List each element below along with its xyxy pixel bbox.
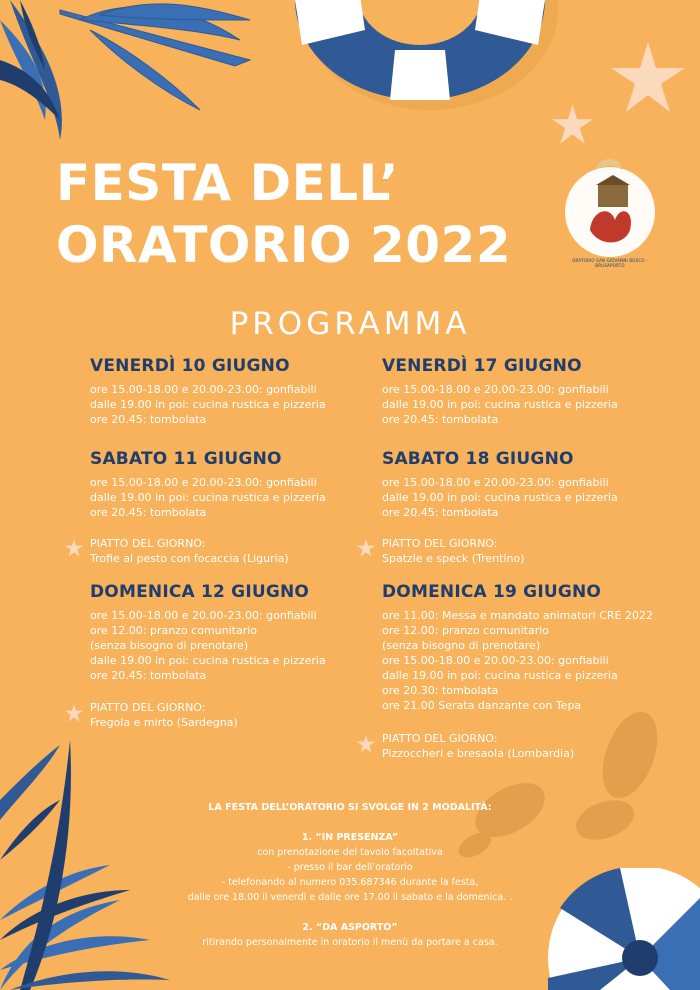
day-domenica-19 <box>382 582 653 713</box>
starfish-large-icon <box>608 40 688 115</box>
info-section <box>150 800 550 950</box>
page-title <box>56 152 511 276</box>
schedule-line: ore 15.00-18.00 e 20.00-23.00: gonfiabili <box>382 383 609 396</box>
piatto-label: PIATTO DEL GIORNO: <box>382 732 498 745</box>
day-title: SABATO 18 GIUGNO <box>382 449 574 469</box>
day-venerdi-17 <box>382 356 618 427</box>
piatto-dish: Pizzoccheri e bresaola (Lombardia) <box>382 747 575 760</box>
piatto-dish: Trofie al pesto con focaccia (Liguria) <box>90 552 289 565</box>
mode-1-title: 1. “IN PRESENZA” <box>301 832 399 843</box>
piatto-label: PIATTO DEL GIORNO: <box>90 537 206 550</box>
schedule-line: dalle 19.00 in poi: cucina rustica e pizzeria <box>382 398 618 411</box>
schedule-line: dalle 19.00 in poi: cucina rustica e pizzeria <box>90 398 326 411</box>
starfish-bullet-icon <box>356 538 376 558</box>
piatto-del-giorno-4 <box>382 731 574 761</box>
day-title: VENERDÌ 10 GIUGNO <box>90 356 290 376</box>
schedule-line: ore 15.00-18.00 e 20.00-23.00: gonfiabili <box>382 654 609 667</box>
schedule-line: ore 12.00: pranzo comunitario <box>90 624 258 637</box>
schedule-line: ore 15.00-18.00 e 20.00-23.00: gonfiabili <box>90 476 317 489</box>
mode-2-title: 2. “DA ASPORTO” <box>302 922 398 933</box>
oratorio-logo <box>560 150 660 270</box>
schedule-line: ore 15.00-18.00 e 20.00-23.00: gonfiabili <box>90 609 317 622</box>
palm-leaf-top-left-icon <box>0 0 260 150</box>
life-ring-icon <box>290 0 560 115</box>
schedule-line: ore 20.30: tombolata <box>382 684 499 697</box>
logo-text: ORATORIO SAN GIOVANNI BOSCO - BRUSAPORTO <box>572 258 648 268</box>
info-heading: LA FESTA DELL’ORATORIO SI SVOLGE IN 2 MODALITÀ: <box>208 802 492 813</box>
schedule-line: ore 12.00: pranzo comunitario <box>382 624 550 637</box>
schedule-line: (senza bisogno di prenotare) <box>382 639 541 652</box>
piatto-del-giorno-1 <box>90 536 289 566</box>
starfish-bullet-icon <box>64 703 84 723</box>
schedule-line: ore 20.45: tombolata <box>382 413 499 426</box>
piatto-del-giorno-3 <box>382 536 525 566</box>
starfish-small-icon <box>550 102 595 147</box>
programma-heading: PROGRAMMA <box>229 306 471 342</box>
schedule-line: ore 11.00: Messa e mandato animatori CRE 2022 <box>382 609 653 622</box>
schedule-line: ore 20.45: tombolata <box>90 669 207 682</box>
day-title: SABATO 11 GIUGNO <box>90 449 282 469</box>
logo-emblem-icon <box>560 150 660 270</box>
piatto-dish: Spatzle e speck (Trentino) <box>382 552 525 565</box>
title-line-2: ORATORIO 2022 <box>56 216 512 274</box>
title-line-1: FESTA DELL’ <box>56 154 400 212</box>
schedule-line: ore 20.45: tombolata <box>90 413 207 426</box>
schedule-line: dalle 19.00 in poi: cucina rustica e pizzeria <box>382 491 618 504</box>
day-sabato-18 <box>382 449 618 520</box>
mode-2-line: ritirando personalmente in oratorio il menù da portare a casa. <box>202 937 498 948</box>
schedule-line: (senza bisogno di prenotare) <box>90 639 249 652</box>
schedule-line: dalle 19.00 in poi: cucina rustica e pizzeria <box>382 669 618 682</box>
day-venerdi-10 <box>90 356 326 427</box>
day-title: DOMENICA 19 GIUGNO <box>382 582 602 602</box>
day-title: VENERDÌ 17 GIUGNO <box>382 356 582 376</box>
piatto-del-giorno-2 <box>90 700 238 730</box>
day-domenica-12 <box>90 582 326 683</box>
schedule-line: ore 15.00-18.00 e 20.00-23.00: gonfiabili <box>90 383 317 396</box>
mode-1-line: - presso il bar dell’oratorio <box>287 862 413 873</box>
schedule-line: dalle 19.00 in poi: cucina rustica e pizzeria <box>90 491 326 504</box>
starfish-bullet-icon <box>64 538 84 558</box>
piatto-dish: Fregola e mirto (Sardegna) <box>90 716 238 729</box>
schedule-line: ore 21.00 Serata danzante con Tepa <box>382 699 582 712</box>
day-title: DOMENICA 12 GIUGNO <box>90 582 310 602</box>
piatto-label: PIATTO DEL GIORNO: <box>382 537 498 550</box>
schedule-line: ore 20.45: tombolata <box>90 506 207 519</box>
mode-1-line: dalle ore 18.00 il venerdì e dalle ore 17.00 il sabato e la domenica. . <box>187 892 513 903</box>
mode-1-line: con prenotazione del tavolo facoltativa <box>257 847 443 858</box>
day-sabato-11 <box>90 449 326 520</box>
piatto-label: PIATTO DEL GIORNO: <box>90 701 206 714</box>
starfish-bullet-icon <box>356 734 376 754</box>
schedule-line: ore 15.00-18.00 e 20.00-23.00: gonfiabili <box>382 476 609 489</box>
beach-ball-icon <box>540 868 700 990</box>
schedule-line: ore 20.45: tombolata <box>382 506 499 519</box>
mode-1-line: - telefonando al numero 035.687346 durante la festa, <box>221 877 479 888</box>
schedule-line: dalle 19.00 in poi: cucina rustica e pizzeria <box>90 654 326 667</box>
